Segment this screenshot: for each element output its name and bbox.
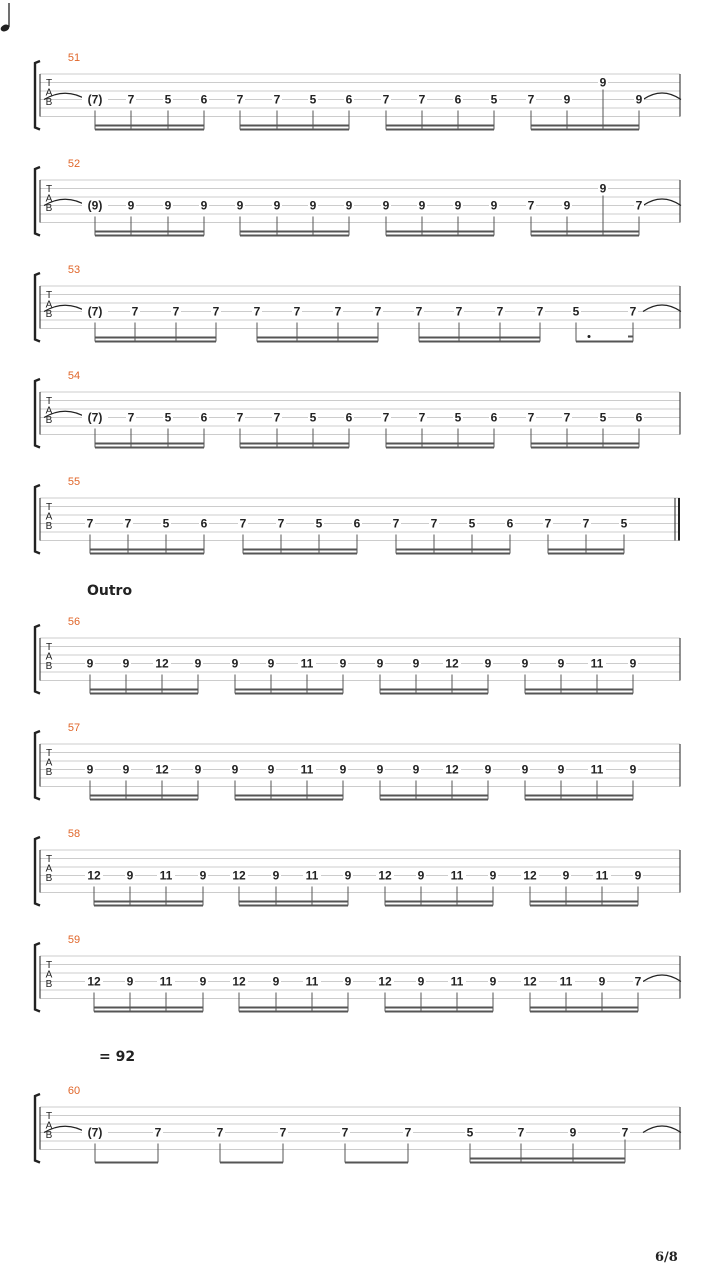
tab-clef-letter: T bbox=[45, 854, 53, 865]
fret-number: 7 bbox=[621, 1125, 629, 1140]
fret-number: 9 bbox=[563, 92, 571, 107]
fret-number: 11 bbox=[590, 656, 604, 671]
fret-number: 9 bbox=[339, 656, 347, 671]
fret-number: 6 bbox=[353, 516, 361, 531]
fret-number: 9 bbox=[231, 656, 239, 671]
fret-number: 6 bbox=[490, 410, 498, 425]
fret-number: 6 bbox=[345, 92, 353, 107]
fret-number: 9 bbox=[267, 656, 275, 671]
tab-clef-letter: B bbox=[45, 97, 53, 108]
fret-number: 11 bbox=[305, 868, 319, 883]
fret-number: 9 bbox=[489, 974, 497, 989]
fret-number: 9 bbox=[272, 868, 280, 883]
fret-number: 7 bbox=[418, 92, 426, 107]
fret-number: 9 bbox=[557, 656, 565, 671]
fret-number: 9 bbox=[199, 974, 207, 989]
system-bracket bbox=[35, 273, 40, 342]
tab-clef-letter: T bbox=[45, 748, 53, 759]
fret-number: (7) bbox=[87, 92, 103, 107]
fret-number: 6 bbox=[200, 92, 208, 107]
system-bracket bbox=[35, 1094, 40, 1163]
fret-number: 6 bbox=[200, 410, 208, 425]
fret-number: 9 bbox=[562, 868, 570, 883]
tab-clef-letter: A bbox=[45, 193, 53, 205]
fret-number: 7 bbox=[496, 304, 504, 319]
tab-system bbox=[35, 616, 680, 694]
fret-number: 9 bbox=[127, 198, 135, 213]
tab-system bbox=[35, 158, 681, 236]
fret-number: 7 bbox=[236, 92, 244, 107]
fret-number: 7 bbox=[634, 974, 642, 989]
fret-number: 7 bbox=[629, 304, 637, 319]
fret-number: 7 bbox=[341, 1125, 349, 1140]
fret-number: 7 bbox=[236, 410, 244, 425]
tab-clef-letter: A bbox=[45, 757, 53, 769]
system-bracket bbox=[35, 61, 40, 130]
tab-clef-letter: A bbox=[45, 969, 53, 981]
measure-number: 53 bbox=[67, 264, 81, 276]
tie-arc bbox=[643, 199, 681, 206]
fret-number: 7 bbox=[127, 410, 135, 425]
tab-clef-letter: A bbox=[45, 863, 53, 875]
fret-number: 6 bbox=[635, 410, 643, 425]
fret-number: 7 bbox=[392, 516, 400, 531]
fret-number: 5 bbox=[309, 92, 317, 107]
fret-number: 9 bbox=[126, 974, 134, 989]
fret-number: 6 bbox=[200, 516, 208, 531]
measure-number: 57 bbox=[67, 722, 81, 734]
fret-number: 5 bbox=[164, 92, 172, 107]
fret-number: 11 bbox=[305, 974, 319, 989]
fret-number: 12 bbox=[445, 656, 459, 671]
fret-number: 9 bbox=[598, 974, 606, 989]
tab-clef-letter: B bbox=[45, 203, 53, 214]
fret-number: 12 bbox=[378, 974, 392, 989]
tab-clef-letter: B bbox=[45, 309, 53, 320]
system-bracket bbox=[35, 167, 40, 236]
tie-arc bbox=[643, 305, 681, 312]
dot bbox=[588, 335, 591, 338]
fret-number: 7 bbox=[253, 304, 261, 319]
fret-number: 9 bbox=[417, 974, 425, 989]
tab-clef-letter: A bbox=[45, 651, 53, 663]
tab-clef-letter: B bbox=[45, 1130, 53, 1141]
tab-system bbox=[35, 1085, 681, 1163]
fret-number: 12 bbox=[232, 974, 246, 989]
tab-system bbox=[35, 828, 680, 906]
measure-number: 58 bbox=[67, 828, 81, 840]
fret-number: 7 bbox=[131, 304, 139, 319]
measure-number: 52 bbox=[67, 158, 81, 170]
tab-clef-letter: T bbox=[45, 184, 53, 195]
fret-number: 9 bbox=[344, 974, 352, 989]
measure-number: 54 bbox=[67, 370, 81, 382]
fret-number: 7 bbox=[86, 516, 94, 531]
fret-number: 9 bbox=[236, 198, 244, 213]
fret-number: 9 bbox=[200, 198, 208, 213]
fret-number: 9 bbox=[454, 198, 462, 213]
tab-clef-letter: A bbox=[45, 1120, 53, 1132]
fret-number: 7 bbox=[277, 516, 285, 531]
tab-system bbox=[35, 264, 681, 342]
fret-number: 5 bbox=[454, 410, 462, 425]
fret-number: 7 bbox=[415, 304, 423, 319]
fret-number: 7 bbox=[635, 198, 643, 213]
tab-clef-letter: A bbox=[45, 299, 53, 311]
fret-number: 7 bbox=[212, 304, 220, 319]
fret-number: 7 bbox=[382, 92, 390, 107]
measure-number: 55 bbox=[67, 476, 81, 488]
fret-number: 9 bbox=[272, 974, 280, 989]
fret-number: 7 bbox=[334, 304, 342, 319]
fret-number: 7 bbox=[239, 516, 247, 531]
fret-number: 5 bbox=[315, 516, 323, 531]
fret-number: 9 bbox=[634, 868, 642, 883]
fret-number: 7 bbox=[374, 304, 382, 319]
fret-number: 7 bbox=[455, 304, 463, 319]
fret-number: 5 bbox=[466, 1125, 474, 1140]
fret-number: 5 bbox=[572, 304, 580, 319]
fret-number: 12 bbox=[445, 762, 459, 777]
fret-number: 9 bbox=[629, 656, 637, 671]
system-bracket bbox=[35, 625, 40, 694]
measure-number: 56 bbox=[67, 616, 81, 628]
fret-number: 9 bbox=[86, 762, 94, 777]
fret-number: (7) bbox=[87, 1125, 103, 1140]
fret-number: 5 bbox=[620, 516, 628, 531]
tab-system bbox=[35, 722, 680, 800]
fret-number: (7) bbox=[87, 304, 103, 319]
fret-number: 7 bbox=[527, 410, 535, 425]
fret-number: 12 bbox=[232, 868, 246, 883]
tab-clef-letter: T bbox=[45, 1111, 53, 1122]
fret-number: 12 bbox=[155, 656, 169, 671]
fret-number: 9 bbox=[194, 656, 202, 671]
section-label-outro: Outro bbox=[87, 583, 133, 599]
fret-number: 9 bbox=[339, 762, 347, 777]
tab-clef-letter: T bbox=[45, 290, 53, 301]
fret-number: 5 bbox=[309, 410, 317, 425]
tab-clef-letter: T bbox=[45, 78, 53, 89]
fret-number: 12 bbox=[87, 974, 101, 989]
tab-clef-letter: A bbox=[45, 87, 53, 99]
system-bracket bbox=[35, 485, 40, 554]
tempo-marking: = 92 bbox=[99, 1049, 136, 1065]
fret-number: 7 bbox=[279, 1125, 287, 1140]
system-bracket bbox=[35, 731, 40, 800]
fret-number: (9) bbox=[87, 198, 103, 213]
fret-number: 7 bbox=[527, 198, 535, 213]
fret-number: 9 bbox=[122, 656, 130, 671]
system-bracket bbox=[35, 837, 40, 906]
fret-number: 9 bbox=[86, 656, 94, 671]
tab-clef-letter: B bbox=[45, 873, 53, 884]
fret-number: 11 bbox=[159, 868, 173, 883]
fret-number: 9 bbox=[345, 198, 353, 213]
fret-number: 9 bbox=[521, 762, 529, 777]
fret-number: 7 bbox=[127, 92, 135, 107]
fret-number: 7 bbox=[154, 1125, 162, 1140]
fret-number: 9 bbox=[344, 868, 352, 883]
fret-number: 9 bbox=[489, 868, 497, 883]
fret-number: 7 bbox=[382, 410, 390, 425]
tab-clef-letter: B bbox=[45, 415, 53, 426]
fret-number: 12 bbox=[155, 762, 169, 777]
fret-number: 5 bbox=[490, 92, 498, 107]
fret-number: 9 bbox=[309, 198, 317, 213]
fret-number: 9 bbox=[376, 762, 384, 777]
fret-number: 9 bbox=[569, 1125, 577, 1140]
fret-number: 9 bbox=[418, 198, 426, 213]
fret-number: 11 bbox=[559, 974, 573, 989]
fret-number: 7 bbox=[124, 516, 132, 531]
fret-number: 9 bbox=[382, 198, 390, 213]
fret-number: 12 bbox=[523, 868, 537, 883]
fret-number: 7 bbox=[527, 92, 535, 107]
fret-number: 7 bbox=[172, 304, 180, 319]
fret-number: 7 bbox=[430, 516, 438, 531]
fret-number: 11 bbox=[159, 974, 173, 989]
measure-number: 51 bbox=[67, 52, 81, 64]
fret-number: 11 bbox=[300, 656, 314, 671]
fret-number: 5 bbox=[162, 516, 170, 531]
fret-number: 9 bbox=[267, 762, 275, 777]
fret-number: 12 bbox=[378, 868, 392, 883]
tab-system bbox=[35, 370, 680, 448]
fret-number: 6 bbox=[506, 516, 514, 531]
fret-number: 7 bbox=[536, 304, 544, 319]
fret-number: 7 bbox=[216, 1125, 224, 1140]
tab-clef-letter: T bbox=[45, 642, 53, 653]
measure-number: 59 bbox=[67, 934, 81, 946]
tie-arc bbox=[643, 975, 681, 982]
fret-number: 9 bbox=[521, 656, 529, 671]
quarter-note-icon bbox=[0, 0, 60, 34]
fret-number: 7 bbox=[418, 410, 426, 425]
fret-number: 11 bbox=[450, 868, 464, 883]
fret-number: 9 bbox=[490, 198, 498, 213]
fret-number: 7 bbox=[404, 1125, 412, 1140]
fret-number: 9 bbox=[376, 656, 384, 671]
fret-number: 9 bbox=[484, 656, 492, 671]
fret-number: 12 bbox=[523, 974, 537, 989]
fret-number: 11 bbox=[300, 762, 314, 777]
fret-number: 9 bbox=[412, 656, 420, 671]
fret-number: 9 bbox=[557, 762, 565, 777]
fret-number: 7 bbox=[293, 304, 301, 319]
tab-clef-letter: T bbox=[45, 960, 53, 971]
tab-system bbox=[35, 52, 681, 130]
system-bracket bbox=[35, 379, 40, 448]
tab-clef-letter: B bbox=[45, 661, 53, 672]
fret-number: 11 bbox=[450, 974, 464, 989]
tab-clef-letter: B bbox=[45, 767, 53, 778]
fret-number: 9 bbox=[126, 868, 134, 883]
fret-number: 6 bbox=[454, 92, 462, 107]
tie-arc bbox=[643, 93, 681, 100]
fret-number: 5 bbox=[599, 410, 607, 425]
tab-clef-letter: B bbox=[45, 979, 53, 990]
fret-number: 9 bbox=[122, 762, 130, 777]
fret-number: (7) bbox=[87, 410, 103, 425]
tab-system bbox=[35, 934, 681, 1012]
fret-number: 11 bbox=[590, 762, 604, 777]
fret-number: 7 bbox=[273, 410, 281, 425]
fret-number: 5 bbox=[468, 516, 476, 531]
fret-number: 9 bbox=[629, 762, 637, 777]
fret-number: 7 bbox=[273, 92, 281, 107]
system-bracket bbox=[35, 943, 40, 1012]
fret-number: 6 bbox=[345, 410, 353, 425]
fret-number: 7 bbox=[517, 1125, 525, 1140]
fret-number: 7 bbox=[582, 516, 590, 531]
fret-number: 11 bbox=[595, 868, 609, 883]
fret-number: 9 bbox=[417, 868, 425, 883]
tab-clef-letter: A bbox=[45, 405, 53, 417]
fret-number: 12 bbox=[87, 868, 101, 883]
tie-arc bbox=[643, 1126, 681, 1133]
fret-number: 9 bbox=[635, 92, 643, 107]
tab-clef-letter: T bbox=[45, 396, 53, 407]
fret-number: 9 bbox=[199, 868, 207, 883]
fret-number: 9 bbox=[412, 762, 420, 777]
fret-number: 7 bbox=[563, 410, 571, 425]
fret-number: 9 bbox=[599, 181, 607, 196]
fret-number: 9 bbox=[194, 762, 202, 777]
tab-system bbox=[35, 476, 680, 554]
fret-number: 9 bbox=[599, 75, 607, 90]
measure-number: 60 bbox=[67, 1085, 81, 1097]
fret-number: 5 bbox=[164, 410, 172, 425]
tab-clef-letter: T bbox=[45, 502, 53, 513]
fret-number: 9 bbox=[164, 198, 172, 213]
fret-number: 9 bbox=[563, 198, 571, 213]
tab-clef-letter: B bbox=[45, 521, 53, 532]
tab-clef-letter: A bbox=[45, 511, 53, 523]
fret-number: 9 bbox=[273, 198, 281, 213]
page-number: 6/8 bbox=[655, 1250, 678, 1265]
fret-number: 9 bbox=[231, 762, 239, 777]
fret-number: 9 bbox=[484, 762, 492, 777]
fret-number: 7 bbox=[544, 516, 552, 531]
